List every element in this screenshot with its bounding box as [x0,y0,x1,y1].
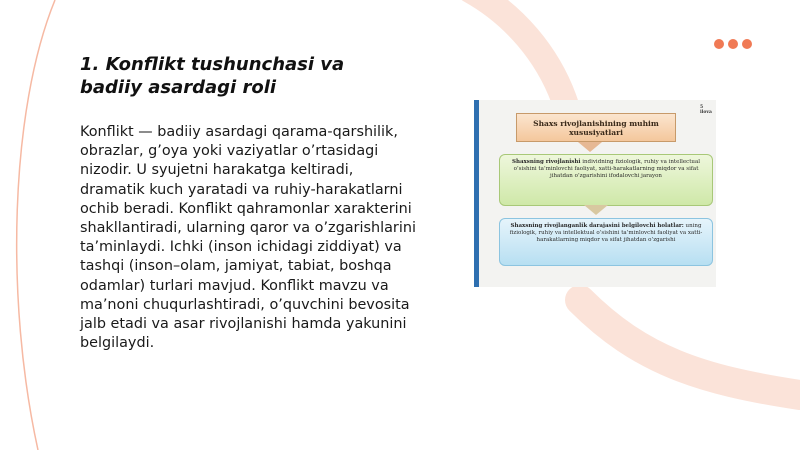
box2-title: Shaxsning rivojlanganlik darajasini belgilovchi holatlar: [510,223,684,229]
diagram-heading: Shaxs rivojlanishining muhim xususiyatlari [516,113,676,142]
down-arrow-icon [584,205,608,215]
dot-icon [728,39,738,49]
menu-dots-icon [714,39,752,49]
box1-text: individning fiziologik, ruhiy va intellectual o’sishini ta’minlovchi faoliyat, xatti-harakatlarning miqdor va sifat jihatdan o’zgarishini ifodalovchi jarayon [513,159,701,179]
down-arrow-icon [578,142,602,152]
box2-text: uning fiziologik, ruhiy va intellektual o’sishini ta’minlovchi faoliyat va xatti-harakatlarning miqdor va sifat jihatdan o’zgarishi [509,223,703,243]
slide-title: 1. Konflikt tushunchasi va badiiy asardagi roli [80,54,345,98]
slide-body-text: Konflikt — badiiy asardagi qarama-qarshilik, obrazlar, g’oya yoki vaziyatlar o’rtasidagi nizodir. U syujetni harakatga keltiradi, dramatik kuch yaratadi va ruhiy-harakatlarni ochib beradi. Konflikt qahramonlar xarakterini shakllantiradi, ularning qaror va o’zgarishlarini ta’minlaydi. Ichki (inson ichidagi ziddiyat) va tashqi (inson–olam, jamiyat, tabiat, boshqa odamlar) turlari mavjud. Konflikt mavzu va ma’noni chuqurlashtiradi, o’quvchini bevosita jalb etadi va asar rivojlanishi hamda yakunini belgilaydi. [80,124,416,352]
dot-icon [714,39,724,49]
figure-label: 5 ilova [700,105,712,115]
diagram-box-levels [499,218,713,266]
box1-title: Shaxsning rivojlanishi [511,159,581,165]
dot-icon [742,39,752,49]
diagram-image [474,100,716,287]
diagram-box-development [499,154,713,206]
figure-accent-stripe [474,100,479,287]
